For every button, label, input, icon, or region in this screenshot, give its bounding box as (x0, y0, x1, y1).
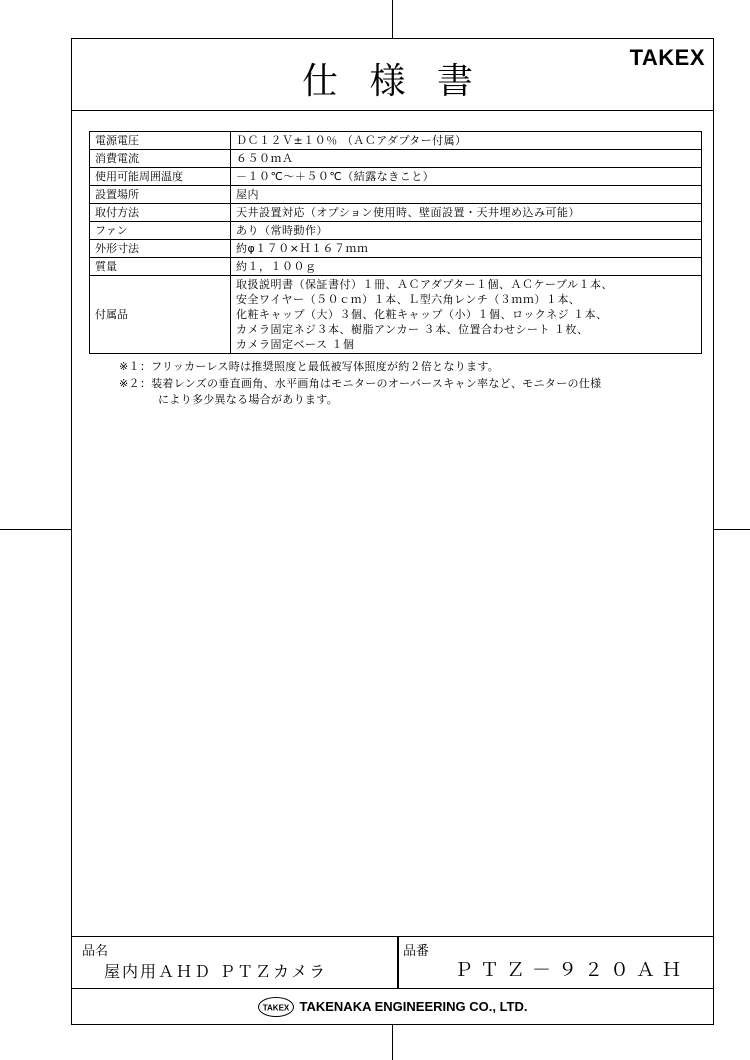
spec-value-line: 天井設置対応（オプション使用時、壁面設置・天井埋め込み可能） (236, 206, 581, 219)
spec-value (231, 168, 702, 186)
spec-label: ファン (90, 222, 231, 240)
note-2-line-2: により多少異なる場合があります。 (158, 393, 338, 406)
spec-label: 質量 (90, 258, 231, 276)
company-name: TAKENAKA ENGINEERING CO., LTD. (299, 999, 528, 1014)
spec-label: 取付方法 (90, 204, 231, 222)
spec-value-line: あり（常時動作） (236, 224, 328, 237)
footer (72, 989, 713, 1024)
spec-row (90, 222, 702, 240)
brand-logo: TAKEX (629, 45, 705, 70)
spec-row (90, 150, 702, 168)
spec-row (90, 168, 702, 186)
crop-mark-left (0, 529, 71, 530)
spec-value-line: 安全ワイヤー（５０ｃｍ）１本、Ｌ型六角レンチ（３ｍｍ）１本、 (236, 293, 581, 306)
spec-value (231, 258, 702, 276)
spec-label: 外形寸法 (90, 240, 231, 258)
company-logo-label: TAKEX (262, 1003, 289, 1012)
spec-value-line: 屋内 (236, 188, 259, 201)
spec-table (89, 131, 702, 354)
crop-mark-right (714, 529, 750, 530)
spec-label: 付属品 (90, 276, 231, 354)
spec-value-line: 約φ１７０×Ｈ１６７ｍｍ (236, 242, 369, 255)
spec-value-line: －１０℃～＋５０℃（結露なきこと） (236, 170, 435, 183)
spec-value (231, 240, 702, 258)
spec-label: 使用可能周囲温度 (90, 168, 231, 186)
product-name: 屋内用ＡＨＤ ＰＴＺカメラ (104, 962, 328, 981)
note-1: ※１：フリッカーレス時は推奨照度と最低被写体照度が約２倍となります。 (119, 360, 500, 373)
spec-value (231, 186, 702, 204)
product-name-label: 品名 (82, 944, 109, 959)
spec-value (231, 150, 702, 168)
spec-value-line: ＤＣ１２Ｖ±１０％ （ＡＣアダプター付属） (236, 134, 467, 147)
product-code: ＰＴＺ－９２０ＡＨ (454, 959, 689, 981)
spec-sheet (71, 38, 714, 1025)
spec-value-line: 取扱説明書（保証書付）１冊、ＡＣアダプター１個、ＡＣケーブル１本、 (236, 278, 613, 291)
product-row-divider (397, 937, 399, 988)
spec-value-line: 約１，１００ｇ (236, 260, 317, 273)
spec-row (90, 204, 702, 222)
spec-value-line: カメラ固定ネジ３本、樹脂アンカー ３本、位置合わせシート １枚、 (236, 323, 589, 336)
spec-label: 消費電流 (90, 150, 231, 168)
spec-label: 電源電圧 (90, 132, 231, 150)
spec-value-line: カメラ固定ベース １個 (236, 338, 355, 351)
document-title: 仕 様 書 (302, 61, 483, 102)
spec-value-line: 化粧キャップ（大）３個、化粧キャップ（小）１個、ロックネジ １本、 (236, 308, 608, 321)
company-logo-text (261, 1001, 291, 1013)
spec-row (90, 240, 702, 258)
spec-value (231, 222, 702, 240)
spec-value (231, 132, 702, 150)
crop-mark-bottom (392, 1025, 393, 1060)
spec-row (90, 276, 702, 354)
product-row (72, 936, 713, 989)
crop-mark-top (392, 0, 393, 38)
spec-label: 設置場所 (90, 186, 231, 204)
product-code-label: 品番 (403, 944, 430, 959)
company-logo-mark (258, 997, 294, 1017)
spec-value (231, 204, 702, 222)
note-2-line-1: ※２：装着レンズの垂直画角、水平画角はモニターのオーバースキャン率など、モニターの仕様 (119, 377, 602, 390)
spec-row (90, 186, 702, 204)
spec-value (231, 276, 702, 354)
spec-row (90, 132, 702, 150)
spec-value-line: ６５０ｍＡ (236, 152, 294, 165)
spec-row (90, 258, 702, 276)
title-row (72, 39, 713, 111)
